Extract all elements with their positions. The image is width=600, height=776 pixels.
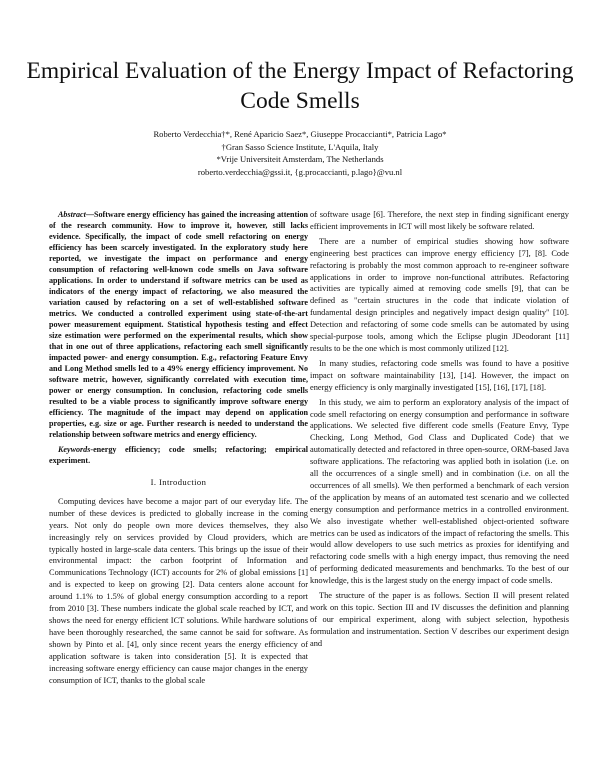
paper-title: Empirical Evaluation of the Energy Impact of Refactoring Code Smells: [26, 58, 574, 114]
keywords-text: -energy efficiency; code smells; refactoring; empirical experiment.: [49, 445, 308, 465]
section-heading-introduction: I. Introduction: [150, 477, 207, 487]
author-block: [0, 128, 600, 178]
author-names: Roberto Verdecchia†*, René Aparicio Saez*, Giuseppe Procaccianti*, Patricia Lago*: [153, 129, 447, 139]
body-paragraph: Computing devices have become a major part of our everyday life. The number of these devices is predicted to globally increase in the coming years. Not only do people own more devices themselves, they also increasingly rely on services provided by Cloud providers, which are typically hosted in large-scale data centers. This brings up the issue of their environmental impact: the carbon footprint of Information and Communications Technology (ICT) accounts for 2% of global emissions [1] and is expected to keep on growing [2]. Data centers alone account for around 1.1% to 1.5% of global energy consumption according to a report from 2010 [3]. These numbers indicate the global scale reached by ICT, and shows the need for energy efficient ICT solutions. While hardware solutions have been thoroughly researched, the same cannot be said for software. As shown by Pinto et al. [4], only since recent years the energy efficiency of application software is taken into consideration [5]. It is expected that increasing software energy efficiency can cause major changes in the energy consumption of ICT, thanks to the global scale: [49, 496, 308, 685]
body-paragraph: of software usage [6]. Therefore, the next step in finding significant energy efficient improvements in ICT will most likely be software related.: [310, 210, 569, 231]
affiliation-2: *Vrije Universiteit Amsterdam, The Netherlands: [216, 154, 384, 164]
affiliation-1: †Gran Sasso Science Institute, L'Aquila, Italy: [221, 141, 379, 152]
body-paragraph: There are a number of empirical studies showing how software engineering best practices can improve energy efficiency [7], [8]. Code refactoring is probably the most common approach to re-engineer software applications in order to improve non-functional attributes. Refactoring activities are typically aimed at removing code smells [9], that can be defined as "certain structures in the code that indicate violation of fundamental design principles and negatively impact design quality" [10]. Detection and refactoring of some code smells can be automated by using special-purpose tools, among which the Eclipse plugin JDeodorant [11] results to be the one which is most commonly utilized [12].: [310, 236, 569, 353]
body-paragraph: In many studies, refactoring code smells was found to have a positive impact on software maintainability [13], [14]. However, the impact on energy efficiency is only marginally investigated [15], [16], [17], [18].: [310, 358, 569, 392]
author-emails: roberto.verdecchia@gssi.it, {g.procaccianti, p.lago}@vu.nl: [197, 166, 403, 177]
body-paragraph: The structure of the paper is as follows. Section II will present related work on this topic. Section III and IV discusses the definition and planning of our empirical experiment, along with subject selection, hypothesis formulation and instrumentation. Section V describes our experiment design and: [310, 591, 569, 648]
abstract-label: Abstract: [58, 210, 86, 219]
right-column: [310, 209, 569, 650]
body-paragraph: In this study, we aim to perform an exploratory analysis of the impact of code smell refactoring on energy consumption and performance in software applications. We selected five different code smells (Feature Envy, Type Checking, Long Method, God Class and Duplicated Code) that we automatically detected and refactored in three open-source, ORM-based Java software applications. The refactoring was applied both in isolation (i.e. on all the occurrences of a single smell) and in combination (i.e. on all the occurrences of all smells). We then performed a benchmark of each version of the application by means of an automated test scenario and we collected energy consumption and performance metrics in a controlled environment. We also investigate whether well-established object-oriented software metrics can be used as indicators of the impact of refactoring the smells. This would allow developers to use such metrics as proxies for identifying and refactoring code smells with a high energy impact, thus removing the need of performing dedicated measurements and benchmarks. To the best of our knowledge, this is the largest study on the energy impact of code smells.: [310, 397, 569, 586]
keywords-label: Keywords: [58, 445, 91, 454]
keywords: [49, 444, 308, 466]
abstract: [49, 209, 308, 440]
abstract-text: —Software energy efficiency has gained the increasing attention of the research community. How to improve it, however, still lacks evidence. Specifically, the impact of code smell refactoring on energy efficiency has been scarcely investigated. In the exploratory study here reported, we investigate the impact on performance and energy consumption of refactoring well-known code smells on Java software applications. In order to understand if software metrics can be used as indicators of the energy impact of refactoring, we also measured the variation caused by refactoring on a set of well-established software metrics. We conducted a controlled experiment using state-of-the-art power measurement equipment. Statistical hypothesis testing and effect size estimation were performed on the experimental results, which show that in one out of three applications, refactoring each smell significantly impacted power- and energy consumption. E.g., refactoring Feature Envy and Long Method smells led to a 49% energy efficiency improvement. No software metric, however, significantly correlated with execution time, power or energy consumption. In conclusion, refactoring code smells resulted to be a viable process to significantly improve software energy efficiency. The magnitude of the impact may depend on application properties, e.g. size or age. Further research is needed to understand the relationship between software metrics and energy efficiency.: [49, 210, 308, 439]
left-column: [49, 209, 308, 686]
